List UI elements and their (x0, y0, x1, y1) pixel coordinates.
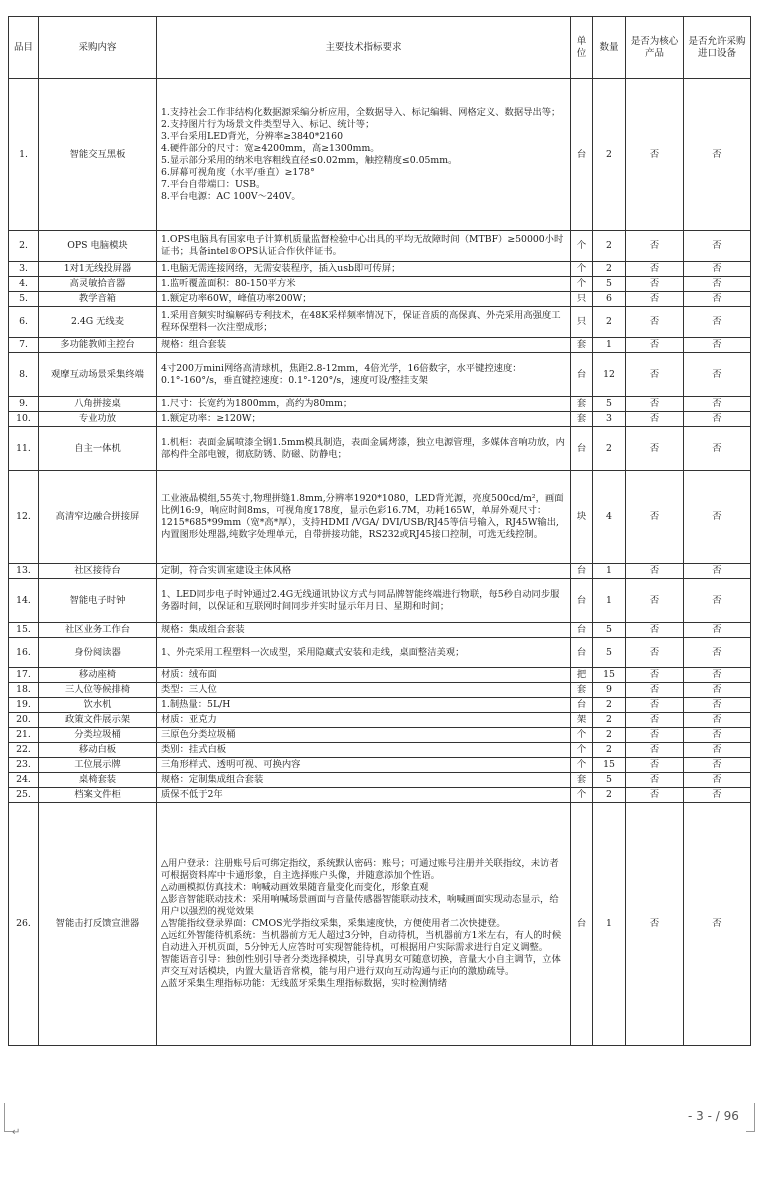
spec-line: 1.额定功率：≥120W； (161, 413, 261, 424)
table-row (9, 262, 751, 277)
spec-line: 4.硬件部分的尺寸：宽≥4200mm，高≥1300mm。 (161, 142, 380, 154)
spec-cell (157, 758, 571, 773)
spec-line: 1.额定功率60W，峰值功率200W； (161, 293, 312, 304)
item-number-cell: 12. (9, 471, 39, 564)
table-header-row (9, 17, 751, 79)
item-name-cell: 1对1无线投屏器 (39, 262, 157, 277)
item-number-cell: 11. (9, 427, 39, 471)
core-product-cell: 否 (626, 292, 684, 307)
item-name-cell: 高清窄边融合拼接屏 (39, 471, 157, 564)
item-name-cell: OPS 电脑模块 (39, 231, 157, 262)
item-name-cell: 观摩互动场景采集终端 (39, 353, 157, 397)
spec-cell (157, 623, 571, 638)
item-name-cell: 教学音箱 (39, 292, 157, 307)
item-number-cell: 22. (9, 743, 39, 758)
item-name-cell: 桌椅套装 (39, 773, 157, 788)
page-corner-mark-right (746, 1103, 755, 1132)
core-product-cell: 否 (626, 788, 684, 803)
item-number-cell: 15. (9, 623, 39, 638)
import-allowed-cell: 否 (684, 564, 751, 579)
core-product-cell: 否 (626, 638, 684, 668)
item-number-cell: 4. (9, 277, 39, 292)
spec-line: 三原色分类垃圾桶 (161, 729, 236, 740)
core-product-cell: 否 (626, 79, 684, 231)
item-name-cell: 档案文件柜 (39, 788, 157, 803)
item-name-cell: 社区业务工作台 (39, 623, 157, 638)
quantity-cell: 15 (593, 758, 626, 773)
item-number-cell: 21. (9, 728, 39, 743)
core-product-cell: 否 (626, 698, 684, 713)
unit-cell: 个 (571, 728, 593, 743)
unit-cell: 套 (571, 397, 593, 412)
quantity-cell: 1 (593, 803, 626, 1046)
spec-line: 规格：定制集成组合套装 (161, 774, 264, 785)
import-allowed-cell: 否 (684, 471, 751, 564)
spec-line: △蓝牙采集生理指标功能：无线蓝牙采集生理指标数据，实时检测情绪 (161, 978, 448, 989)
import-allowed-cell: 否 (684, 803, 751, 1046)
core-product-cell: 否 (626, 277, 684, 292)
quantity-cell: 1 (593, 338, 626, 353)
spec-line: 1.机柜：表面金属喷漆全钢1.5mm模具制造，表面金属烤漆，独立电源管理，多媒体音响功放，内部构件全部电镀，彻底防锈、防磁、防静电； (161, 436, 565, 460)
table-row (9, 338, 751, 353)
item-number-cell: 14. (9, 579, 39, 623)
quantity-cell: 4 (593, 471, 626, 564)
header-technical-spec: 主要技术指标要求 (157, 17, 571, 79)
spec-cell (157, 292, 571, 307)
unit-cell: 架 (571, 713, 593, 728)
header-item-number: 品目 (9, 17, 39, 79)
spec-cell (157, 277, 571, 292)
item-name-cell: 八角拼接桌 (39, 397, 157, 412)
table-row (9, 788, 751, 803)
item-number-cell: 23. (9, 758, 39, 773)
item-name-cell: 身份阅读器 (39, 638, 157, 668)
quantity-cell: 5 (593, 773, 626, 788)
quantity-cell: 2 (593, 262, 626, 277)
table-row (9, 564, 751, 579)
unit-cell: 个 (571, 743, 593, 758)
item-number-cell: 3. (9, 262, 39, 277)
spec-line: 2.支持图片行为场景文件类型导入、标记、统计等； (161, 118, 375, 130)
quantity-cell: 2 (593, 307, 626, 338)
import-allowed-cell: 否 (684, 743, 751, 758)
header-core-product: 是否为核心产品 (626, 17, 684, 79)
spec-line: 3.平台采用LED背光，分辨率≥3840*2160 (161, 130, 344, 142)
spec-cell (157, 638, 571, 668)
core-product-cell: 否 (626, 353, 684, 397)
quantity-cell: 1 (593, 564, 626, 579)
paragraph-mark-icon: ↵ (12, 1127, 21, 1138)
table-row (9, 773, 751, 788)
spec-line: 类型：三人位 (161, 684, 217, 695)
table-row (9, 668, 751, 683)
item-name-cell: 饮水机 (39, 698, 157, 713)
spec-line: △动画模拟仿真技术：响喊动画效果随音量变化而变化，形象直观 (161, 882, 429, 893)
unit-cell: 个 (571, 231, 593, 262)
spec-cell (157, 307, 571, 338)
unit-cell: 只 (571, 307, 593, 338)
import-allowed-cell: 否 (684, 262, 751, 277)
unit-cell: 台 (571, 79, 593, 231)
spec-cell (157, 353, 571, 397)
table-row (9, 698, 751, 713)
spec-line: 5.显示部分采用的纳米电容粗线直径≤0.02mm，触控精度≤0.05mm。 (161, 154, 458, 166)
item-number-cell: 25. (9, 788, 39, 803)
import-allowed-cell: 否 (684, 79, 751, 231)
quantity-cell: 5 (593, 623, 626, 638)
quantity-cell: 2 (593, 728, 626, 743)
item-number-cell: 16. (9, 638, 39, 668)
quantity-cell: 2 (593, 713, 626, 728)
spec-line: 类别：挂式白板 (161, 744, 227, 755)
spec-line: 8.平台电源：AC 100V～240V。 (161, 190, 301, 202)
quantity-cell: 6 (593, 292, 626, 307)
table-row (9, 427, 751, 471)
item-name-cell: 社区接待台 (39, 564, 157, 579)
spec-line: 1.支持社会工作非结构化数据源采编分析应用，全数据导入、标记编辑、网格定义、数据导出等； (161, 106, 561, 118)
import-allowed-cell: 否 (684, 773, 751, 788)
spec-line: 1、LED同步电子时钟通过2.4G无线通讯协议方式与同品牌智能终端进行物联，每5秒自动同步服务器时间，以保证和互联网时间同步并实时显示年月日、星期和时间； (161, 588, 560, 612)
spec-line: 规格：集成组合套装 (161, 624, 245, 635)
unit-cell: 台 (571, 353, 593, 397)
unit-cell: 套 (571, 338, 593, 353)
unit-cell: 台 (571, 427, 593, 471)
spec-line: 7.平台自带端口：USB。 (161, 178, 266, 190)
import-allowed-cell: 否 (684, 638, 751, 668)
item-number-cell: 24. (9, 773, 39, 788)
quantity-cell: 15 (593, 668, 626, 683)
table-row (9, 579, 751, 623)
import-allowed-cell: 否 (684, 338, 751, 353)
spec-cell (157, 698, 571, 713)
table-row (9, 79, 751, 231)
spec-cell (157, 427, 571, 471)
unit-cell: 台 (571, 579, 593, 623)
header-unit: 单位 (571, 17, 593, 79)
spec-line: 智能语音引导：独创性别引导者分类选择模块，引导真男女可随意切换，音量大小自主调节，立体声交互对话模块，内置大量语音常模，能与用户进行双向互动沟通与正向的激励疏导。 (161, 954, 561, 977)
unit-cell: 套 (571, 773, 593, 788)
spec-cell (157, 564, 571, 579)
import-allowed-cell: 否 (684, 713, 751, 728)
unit-cell: 块 (571, 471, 593, 564)
spec-cell (157, 728, 571, 743)
spec-line: 定制，符合实训室建设主体风格 (161, 565, 292, 576)
item-number-cell: 7. (9, 338, 39, 353)
core-product-cell: 否 (626, 743, 684, 758)
spec-cell (157, 79, 571, 231)
spec-cell (157, 397, 571, 412)
spec-line: 1.采用音频实时编解码专利技术，在48K采样频率情况下，保证音质的高保真、外壳采用高强度工程环保塑料一次注塑成形； (161, 310, 561, 333)
quantity-cell: 3 (593, 412, 626, 427)
spec-cell (157, 683, 571, 698)
item-number-cell: 13. (9, 564, 39, 579)
table-row (9, 713, 751, 728)
import-allowed-cell: 否 (684, 427, 751, 471)
import-allowed-cell: 否 (684, 788, 751, 803)
table-row (9, 292, 751, 307)
item-number-cell: 10. (9, 412, 39, 427)
item-name-cell: 移动白板 (39, 743, 157, 758)
core-product-cell: 否 (626, 803, 684, 1046)
item-name-cell: 分类垃圾桶 (39, 728, 157, 743)
item-name-cell: 政策文件展示架 (39, 713, 157, 728)
item-name-cell: 高灵敏拾音器 (39, 277, 157, 292)
spec-line: 质保不低于2年 (161, 789, 223, 800)
unit-cell: 套 (571, 683, 593, 698)
quantity-cell: 5 (593, 277, 626, 292)
spec-cell (157, 803, 571, 1046)
core-product-cell: 否 (626, 728, 684, 743)
core-product-cell: 否 (626, 338, 684, 353)
core-product-cell: 否 (626, 668, 684, 683)
quantity-cell: 2 (593, 79, 626, 231)
unit-cell: 套 (571, 412, 593, 427)
import-allowed-cell: 否 (684, 758, 751, 773)
spec-line: △用户登录：注册账号后可绑定指纹，系统默认密码：账号；可通过账号注册并关联指纹，未访者可根据资料库中卡通形象，自主选择账户头像，并随意添加个性语。 (161, 858, 559, 881)
quantity-cell: 2 (593, 698, 626, 713)
spec-line: 1、外壳采用工程塑料一次成型，采用隐藏式安装和走线，桌面整洁美观； (161, 646, 465, 658)
core-product-cell: 否 (626, 397, 684, 412)
item-name-cell: 三人位等候排椅 (39, 683, 157, 698)
import-allowed-cell: 否 (684, 397, 751, 412)
spec-line: 1.监听覆盖面积：80-150平方米 (161, 278, 296, 289)
table-body (9, 79, 751, 1046)
core-product-cell: 否 (626, 773, 684, 788)
unit-cell: 台 (571, 638, 593, 668)
item-name-cell: 工位展示牌 (39, 758, 157, 773)
unit-cell: 台 (571, 803, 593, 1046)
quantity-cell: 1 (593, 579, 626, 623)
spec-line: 工业液晶模组,55英寸,物理拼缝1.8mm,分辨率1920*1080，LED背光源，亮度500cd/m²，画面比例16:9，响应时间8ms，可视角度178度，显示色彩16.7M，功耗165W，单屏外观尺寸：1215*685*99mm（宽*高*厚），支持HDMI /VGA/ DVI/USB/RJ45等信号输入，RJ45W输出,内置图形处理器,纯数字处理单元，自带拼接功能，RS232或RJ45接口控制，可选无线控制。 (161, 493, 564, 540)
import-allowed-cell: 否 (684, 683, 751, 698)
spec-cell (157, 773, 571, 788)
quantity-cell: 9 (593, 683, 626, 698)
item-number-cell: 9. (9, 397, 39, 412)
core-product-cell: 否 (626, 262, 684, 277)
unit-cell: 台 (571, 564, 593, 579)
unit-cell: 台 (571, 698, 593, 713)
spec-line: 三角形样式、透明可视、可换内容 (161, 759, 301, 770)
table-row (9, 743, 751, 758)
spec-line: 1.OPS电脑具有国家电子计算机质量监督检验中心出具的平均无故障时间（MTBF）≥50000小时证书；具备intel®OPS认证合作伙伴证书。 (161, 234, 564, 257)
core-product-cell: 否 (626, 471, 684, 564)
core-product-cell: 否 (626, 231, 684, 262)
spec-line: 4寸200万mini网络高清球机，焦距2.8-12mm，4倍光学，16倍数字，水平键控速度：0.1°-160°/s，垂直键控速度：0.1°-120°/s，速度可设/整挂支架 (161, 362, 522, 386)
unit-cell: 台 (571, 623, 593, 638)
spec-cell (157, 471, 571, 564)
core-product-cell: 否 (626, 307, 684, 338)
spec-cell (157, 788, 571, 803)
import-allowed-cell: 否 (684, 353, 751, 397)
table-row (9, 728, 751, 743)
table-row (9, 803, 751, 1046)
item-name-cell: 自主一体机 (39, 427, 157, 471)
table-row (9, 397, 751, 412)
core-product-cell: 否 (626, 683, 684, 698)
item-number-cell: 18. (9, 683, 39, 698)
header-import-allowed: 是否允许采购进口设备 (684, 17, 751, 79)
import-allowed-cell: 否 (684, 231, 751, 262)
import-allowed-cell: 否 (684, 277, 751, 292)
spec-line: 材质：绒布面 (161, 669, 217, 680)
quantity-cell: 2 (593, 788, 626, 803)
quantity-cell: 2 (593, 743, 626, 758)
spec-line: △影音智能联动技术：采用响喊场景画面与音量传感器智能联动技术，响喊画面实现动态显示，给用户以强烈的视觉效果 (161, 894, 559, 917)
table-row (9, 353, 751, 397)
unit-cell: 个 (571, 758, 593, 773)
unit-cell: 个 (571, 277, 593, 292)
import-allowed-cell: 否 (684, 292, 751, 307)
item-name-cell: 2.4G 无线麦 (39, 307, 157, 338)
header-quantity: 数量 (593, 17, 626, 79)
unit-cell: 个 (571, 262, 593, 277)
spec-line: 1.尺寸：长宽约为1800mm，高约为80mm； (161, 398, 353, 409)
spec-cell (157, 713, 571, 728)
import-allowed-cell: 否 (684, 623, 751, 638)
core-product-cell: 否 (626, 713, 684, 728)
item-number-cell: 26. (9, 803, 39, 1046)
item-number-cell: 5. (9, 292, 39, 307)
quantity-cell: 12 (593, 353, 626, 397)
item-number-cell: 17. (9, 668, 39, 683)
spec-line: 1.制热量：5L/H (161, 699, 231, 710)
core-product-cell: 否 (626, 564, 684, 579)
header-purchase-content: 采购内容 (39, 17, 157, 79)
table-row (9, 412, 751, 427)
table-row (9, 623, 751, 638)
item-name-cell: 智能交互黑板 (39, 79, 157, 231)
item-number-cell: 8. (9, 353, 39, 397)
item-name-cell: 智能电子时钟 (39, 579, 157, 623)
spec-cell (157, 743, 571, 758)
table-row (9, 231, 751, 262)
unit-cell: 个 (571, 788, 593, 803)
import-allowed-cell: 否 (684, 728, 751, 743)
item-number-cell: 19. (9, 698, 39, 713)
quantity-cell: 5 (593, 397, 626, 412)
item-number-cell: 2. (9, 231, 39, 262)
import-allowed-cell: 否 (684, 668, 751, 683)
spec-cell (157, 231, 571, 262)
spec-line: 6.屏幕可视角度（水平/垂直）≥178° (161, 166, 315, 178)
table-row (9, 758, 751, 773)
core-product-cell: 否 (626, 412, 684, 427)
import-allowed-cell: 否 (684, 579, 751, 623)
import-allowed-cell: 否 (684, 412, 751, 427)
quantity-cell: 5 (593, 638, 626, 668)
spec-line: 材质：亚克力 (161, 714, 217, 725)
table-row (9, 638, 751, 668)
spec-cell (157, 668, 571, 683)
item-name-cell: 移动座椅 (39, 668, 157, 683)
unit-cell: 只 (571, 292, 593, 307)
spec-line: △智能指纹登录界面：CMOS光学指纹采集，采集速度快，方便使用者二次快捷登。 (161, 918, 506, 929)
import-allowed-cell: 否 (684, 307, 751, 338)
spec-line: 规格：组合套装 (161, 339, 227, 350)
procurement-table (8, 16, 751, 1046)
item-number-cell: 6. (9, 307, 39, 338)
table-row (9, 683, 751, 698)
unit-cell: 把 (571, 668, 593, 683)
spec-line: 1.电脑无需连接网络，无需安装程序，插入usb即可传屏； (161, 263, 401, 274)
quantity-cell: 2 (593, 231, 626, 262)
table-row (9, 307, 751, 338)
import-allowed-cell: 否 (684, 698, 751, 713)
spec-line: △远红外智能待机系统：当机器前方无人超过3分钟，自动待机，当机器前方1米左右，有人的时候自动进入开机页面，5分钟无人应答时可实现智能待机，可根据用户实际需求进行自定义调整。 (161, 930, 562, 953)
item-name-cell: 多功能教师主控台 (39, 338, 157, 353)
page-number: - 3 - / 96 (688, 1109, 739, 1123)
item-name-cell: 专业功放 (39, 412, 157, 427)
item-number-cell: 20. (9, 713, 39, 728)
spec-cell (157, 338, 571, 353)
table-row (9, 277, 751, 292)
core-product-cell: 否 (626, 427, 684, 471)
spec-cell (157, 412, 571, 427)
quantity-cell: 2 (593, 427, 626, 471)
spec-cell (157, 262, 571, 277)
spec-cell (157, 579, 571, 623)
core-product-cell: 否 (626, 623, 684, 638)
core-product-cell: 否 (626, 579, 684, 623)
core-product-cell: 否 (626, 758, 684, 773)
item-name-cell: 智能击打反馈宣泄器 (39, 803, 157, 1046)
item-number-cell: 1. (9, 79, 39, 231)
table-row (9, 471, 751, 564)
